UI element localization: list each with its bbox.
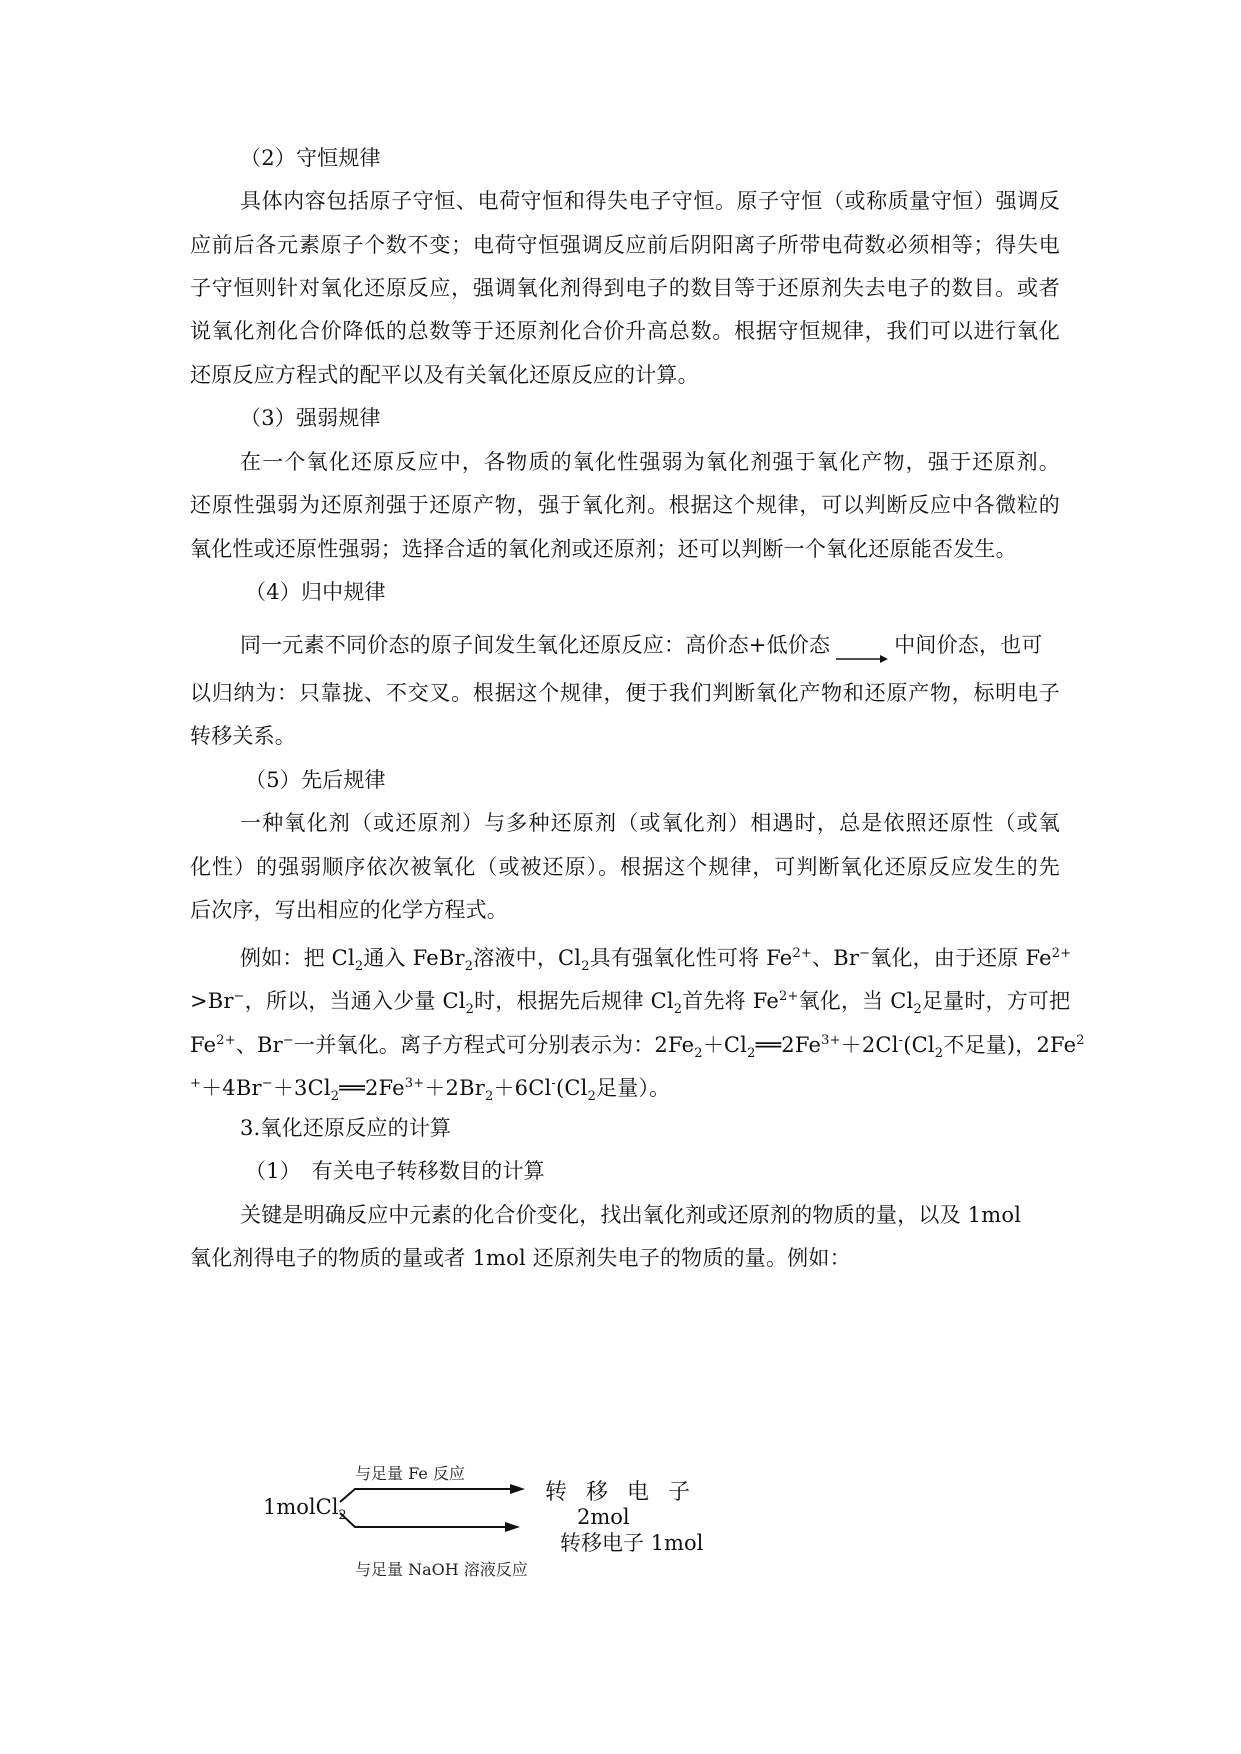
- top-arrowhead-icon: [510, 1484, 525, 1494]
- subscript: 2: [484, 1089, 494, 1104]
- text-run: ＋Cl: [702, 1033, 748, 1057]
- diagram-top-result: 转 移 电 子: [545, 1480, 696, 1505]
- text-run: 首先将 Fe: [682, 989, 779, 1013]
- example-line-3: [190, 1026, 1085, 1069]
- paragraph-text: 同一元素不同价态的原子间发生氧化还原反应：高价态+低价态: [240, 633, 831, 657]
- text-run: ＋4Br: [201, 1076, 262, 1100]
- superscript: −: [282, 1033, 295, 1048]
- text-run: 具有强氧化性可将 Fe: [589, 946, 793, 970]
- section-heading-conservation: （2）守恒规律: [240, 146, 381, 170]
- text-run: ══2Fe: [755, 1033, 822, 1057]
- text-run: (Cl: [903, 1033, 935, 1057]
- paragraph-line: 还原性强弱为还原剂强于还原产物，强于氧化剂。根据这个规律，可以判断反应中各微粒的: [190, 493, 1060, 517]
- subscript: 2: [913, 1002, 922, 1017]
- paragraph-line: 应前后各元素原子个数不变；电荷守恒强调反应前后阴阳离子所带电荷数必须相等；得失电: [190, 233, 1060, 257]
- subscript: 2: [330, 1089, 340, 1104]
- diagram-bottom-result: 转移电子 1mol: [560, 1531, 704, 1555]
- section-heading-convergence: （4）归中规律: [245, 580, 386, 604]
- superscript: -: [551, 1076, 557, 1091]
- text-run: ＋2Br: [424, 1076, 485, 1100]
- subscript: 2: [934, 1046, 944, 1061]
- diagram-bottom-condition: 与足量 NaOH 溶液反应: [355, 1560, 528, 1579]
- paragraph-line: 一种氧化剂（或还原剂）与多种还原剂（或氧化剂）相遇时，总是依照还原性（或氧: [240, 811, 1060, 835]
- section-heading-strength: （3）强弱规律: [240, 406, 381, 430]
- paragraph-line: 具体内容包括原子守恒、电荷守恒和得失电子守恒。原子守恒（或称质量守恒）强调反: [240, 189, 1060, 213]
- bottom-branch-line: [340, 1513, 505, 1527]
- top-branch-line: [340, 1489, 510, 1502]
- subscript: 2: [747, 1046, 756, 1061]
- paragraph-line: 转移关系。: [190, 724, 296, 748]
- paragraph-line: 还原反应方程式的配平以及有关氧化还原反应的计算。: [190, 363, 699, 387]
- text-run: ＋2Cl: [840, 1033, 899, 1057]
- superscript: 2: [1076, 1033, 1085, 1048]
- text-run: 氧化，由于还原 Fe: [870, 946, 1052, 970]
- paragraph-text: 中间价态，也可: [894, 633, 1043, 657]
- text-run: 足量）。: [596, 1076, 671, 1100]
- text-run: ＋3Cl: [272, 1076, 331, 1100]
- text-run: 一并氧化。离子方程式可分别表示为：2Fe: [294, 1033, 695, 1057]
- diagram-source-label: 1molCl$_2$: [263, 1495, 347, 1523]
- paragraph-line: 氧化剂得电子的物质的量或者 1mol 还原剂失电子的物质的量。例如：: [190, 1246, 851, 1270]
- superscript: 2+: [779, 989, 799, 1004]
- text-run: Fe: [190, 1033, 217, 1057]
- paragraph-line: 化性）的强弱顺序依次被氧化（或被还原）。根据这个规律，可判断氧化还原反应发生的先: [190, 855, 1060, 879]
- subscript: 2: [354, 959, 364, 974]
- superscript: 3+: [821, 1033, 841, 1048]
- electron-transfer-diagram: [255, 1445, 755, 1585]
- paragraph-line: 在一个氧化还原反应中，各物质的氧化性强弱为氧化剂强于氧化产物，强于还原剂。: [240, 450, 1060, 474]
- paragraph-line: 后次序，写出相应的化学方程式。: [190, 898, 508, 922]
- superscript: -: [898, 1033, 904, 1048]
- superscript: 3+: [404, 1076, 425, 1091]
- text-run: 不足量)，2Fe: [943, 1033, 1077, 1057]
- subscript: 2: [464, 959, 474, 974]
- superscript: −: [261, 1076, 273, 1091]
- subscript: 2: [465, 1002, 475, 1017]
- subscript: 2: [673, 1002, 683, 1017]
- subscript: 2: [581, 959, 590, 974]
- example-line-2: [190, 982, 1071, 1025]
- superscript: −: [233, 989, 245, 1004]
- text-run: 足量时，方可把: [921, 989, 1071, 1013]
- paragraph-line: 关键是明确反应中元素的化合价变化，找出氧化剂或还原剂的物质的量，以及 1mol: [240, 1203, 1022, 1227]
- superscript: 2+: [792, 946, 813, 961]
- text-run: 例如：把 Cl: [240, 946, 355, 970]
- paragraph-line: 氧化性或还原性强弱；选择合适的氧化剂或还原剂；还可以判断一个氧化还原能否发生。: [190, 537, 1017, 561]
- example-line-4: [190, 1069, 1060, 1112]
- superscript: +: [190, 1076, 202, 1091]
- text-run: (Cl: [556, 1076, 588, 1100]
- text-run: 时，根据先后规律 Cl: [474, 989, 674, 1013]
- diagram-top-result-amount: 2mol: [577, 1505, 630, 1529]
- text-run: ＋6Cl: [493, 1076, 552, 1100]
- section-heading-calculation: 3.氧化还原反应的计算: [240, 1116, 452, 1140]
- subscript: 2: [694, 1046, 703, 1061]
- text-run: ══2Fe: [339, 1076, 405, 1100]
- text-run: 氧化，当 Cl: [798, 989, 914, 1013]
- superscript: −: [859, 946, 871, 961]
- paragraph-line-arrow: [240, 630, 1060, 660]
- text-run: ，所以，当通入少量 Cl: [244, 989, 466, 1013]
- text-run: >Br: [190, 989, 234, 1013]
- diagram-top-condition: 与足量 Fe 反应: [355, 1464, 465, 1483]
- right-arrow-icon: [836, 642, 888, 652]
- paragraph-line: 说氧化剂化合价降低的总数等于还原剂化合价升高总数。根据守恒规律，我们可以进行氧化: [190, 319, 1060, 343]
- text-run: 、Br: [812, 946, 860, 970]
- section-heading-sequence: （5）先后规律: [245, 768, 386, 792]
- subsection-heading-electron-transfer: （1） 有关电子转移数目的计算: [245, 1159, 545, 1183]
- superscript: 2+: [1051, 946, 1072, 961]
- text-run: 通入 FeBr: [363, 946, 465, 970]
- text-run: 溶液中，Cl: [473, 946, 582, 970]
- paragraph-line: 子守恒则针对氧化还原反应，强调氧化剂得到电子的数目等于还原剂失去电子的数目。或者: [190, 276, 1060, 300]
- paragraph-line: 以归纳为：只靠拢、不交叉。根据这个规律，便于我们判断氧化产物和还原产物，标明电子: [190, 681, 1060, 705]
- text-run: 、Br: [235, 1033, 283, 1057]
- superscript: 2+: [216, 1033, 236, 1048]
- example-line-1: [240, 939, 1072, 982]
- subscript: 2: [587, 1089, 597, 1104]
- bottom-arrowhead-icon: [505, 1522, 520, 1532]
